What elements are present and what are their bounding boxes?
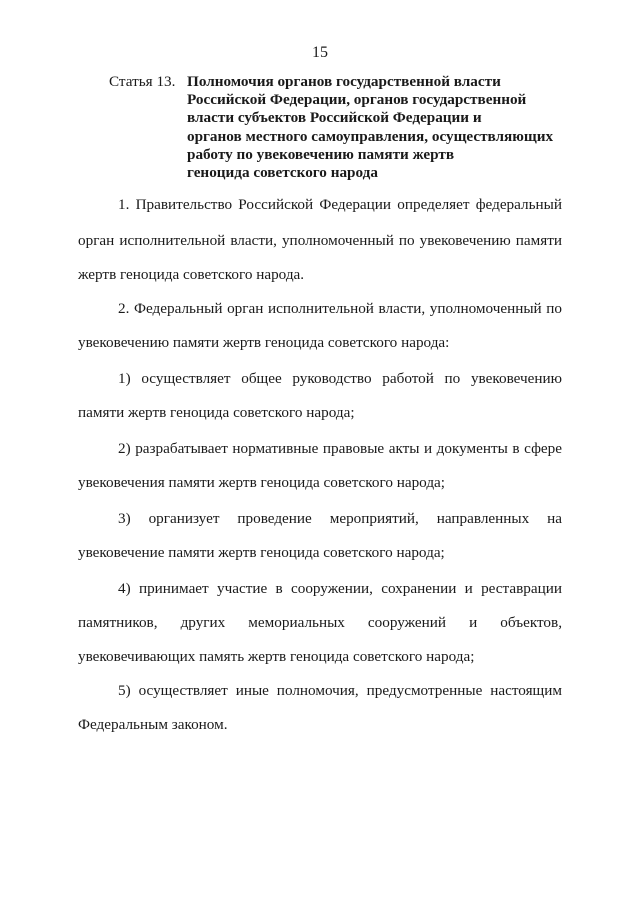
- page-number: 15: [312, 44, 328, 61]
- paragraph-line: увековечивающих память жертв геноцида советского народа;: [78, 648, 475, 665]
- paragraph-line: памяти жертв геноцида советского народа;: [78, 404, 355, 421]
- paragraph-line: 5) осуществляет иные полномочия, предусмотренные настоящим: [118, 682, 562, 699]
- paragraph-line: памятников, других мемориальных сооружений и объектов,: [78, 614, 562, 631]
- paragraph-line: Федеральным законом.: [78, 716, 228, 733]
- article-label: Статья 13.: [109, 73, 176, 90]
- article-title-line: Полномочия органов государственной власти: [187, 73, 501, 90]
- article-title-line: власти субъектов Российской Федерации и: [187, 109, 482, 127]
- article-title: [187, 73, 553, 182]
- paragraph-line: орган исполнительной власти, уполномоченный по увековечению памяти: [78, 232, 562, 249]
- paragraph-line: 1) осуществляет общее руководство работой по увековечению: [118, 370, 562, 387]
- paragraph-line: 3) организует проведение мероприятий, направленных на: [118, 510, 562, 527]
- paragraph-line: увековечение памяти жертв геноцида советского народа;: [78, 544, 445, 561]
- paragraph-line: 1. Правительство Российской Федерации определяет федеральный: [118, 196, 562, 213]
- paragraph-line: 2) разрабатывает нормативные правовые акты и документы в сфере: [118, 440, 562, 457]
- article-title-line: работу по увековечению памяти жертв: [187, 145, 455, 163]
- paragraph-line: 4) принимает участие в сооружении, сохранении и реставрации: [118, 580, 562, 597]
- article-title-line: органов местного самоуправления, осуществляющих: [187, 127, 554, 145]
- paragraph-line: 2. Федеральный орган исполнительной власти, уполномоченный по: [118, 300, 562, 317]
- paragraph-line: увековечения памяти жертв геноцида советского народа;: [78, 474, 446, 491]
- article-title-line: Российской Федерации, органов государственной: [187, 91, 527, 109]
- article-title-line: геноцида советского народа: [187, 164, 378, 182]
- paragraph-line: жертв геноцида советского народа.: [78, 266, 305, 283]
- paragraph-line: увековечению памяти жертв геноцида советского народа:: [78, 334, 450, 351]
